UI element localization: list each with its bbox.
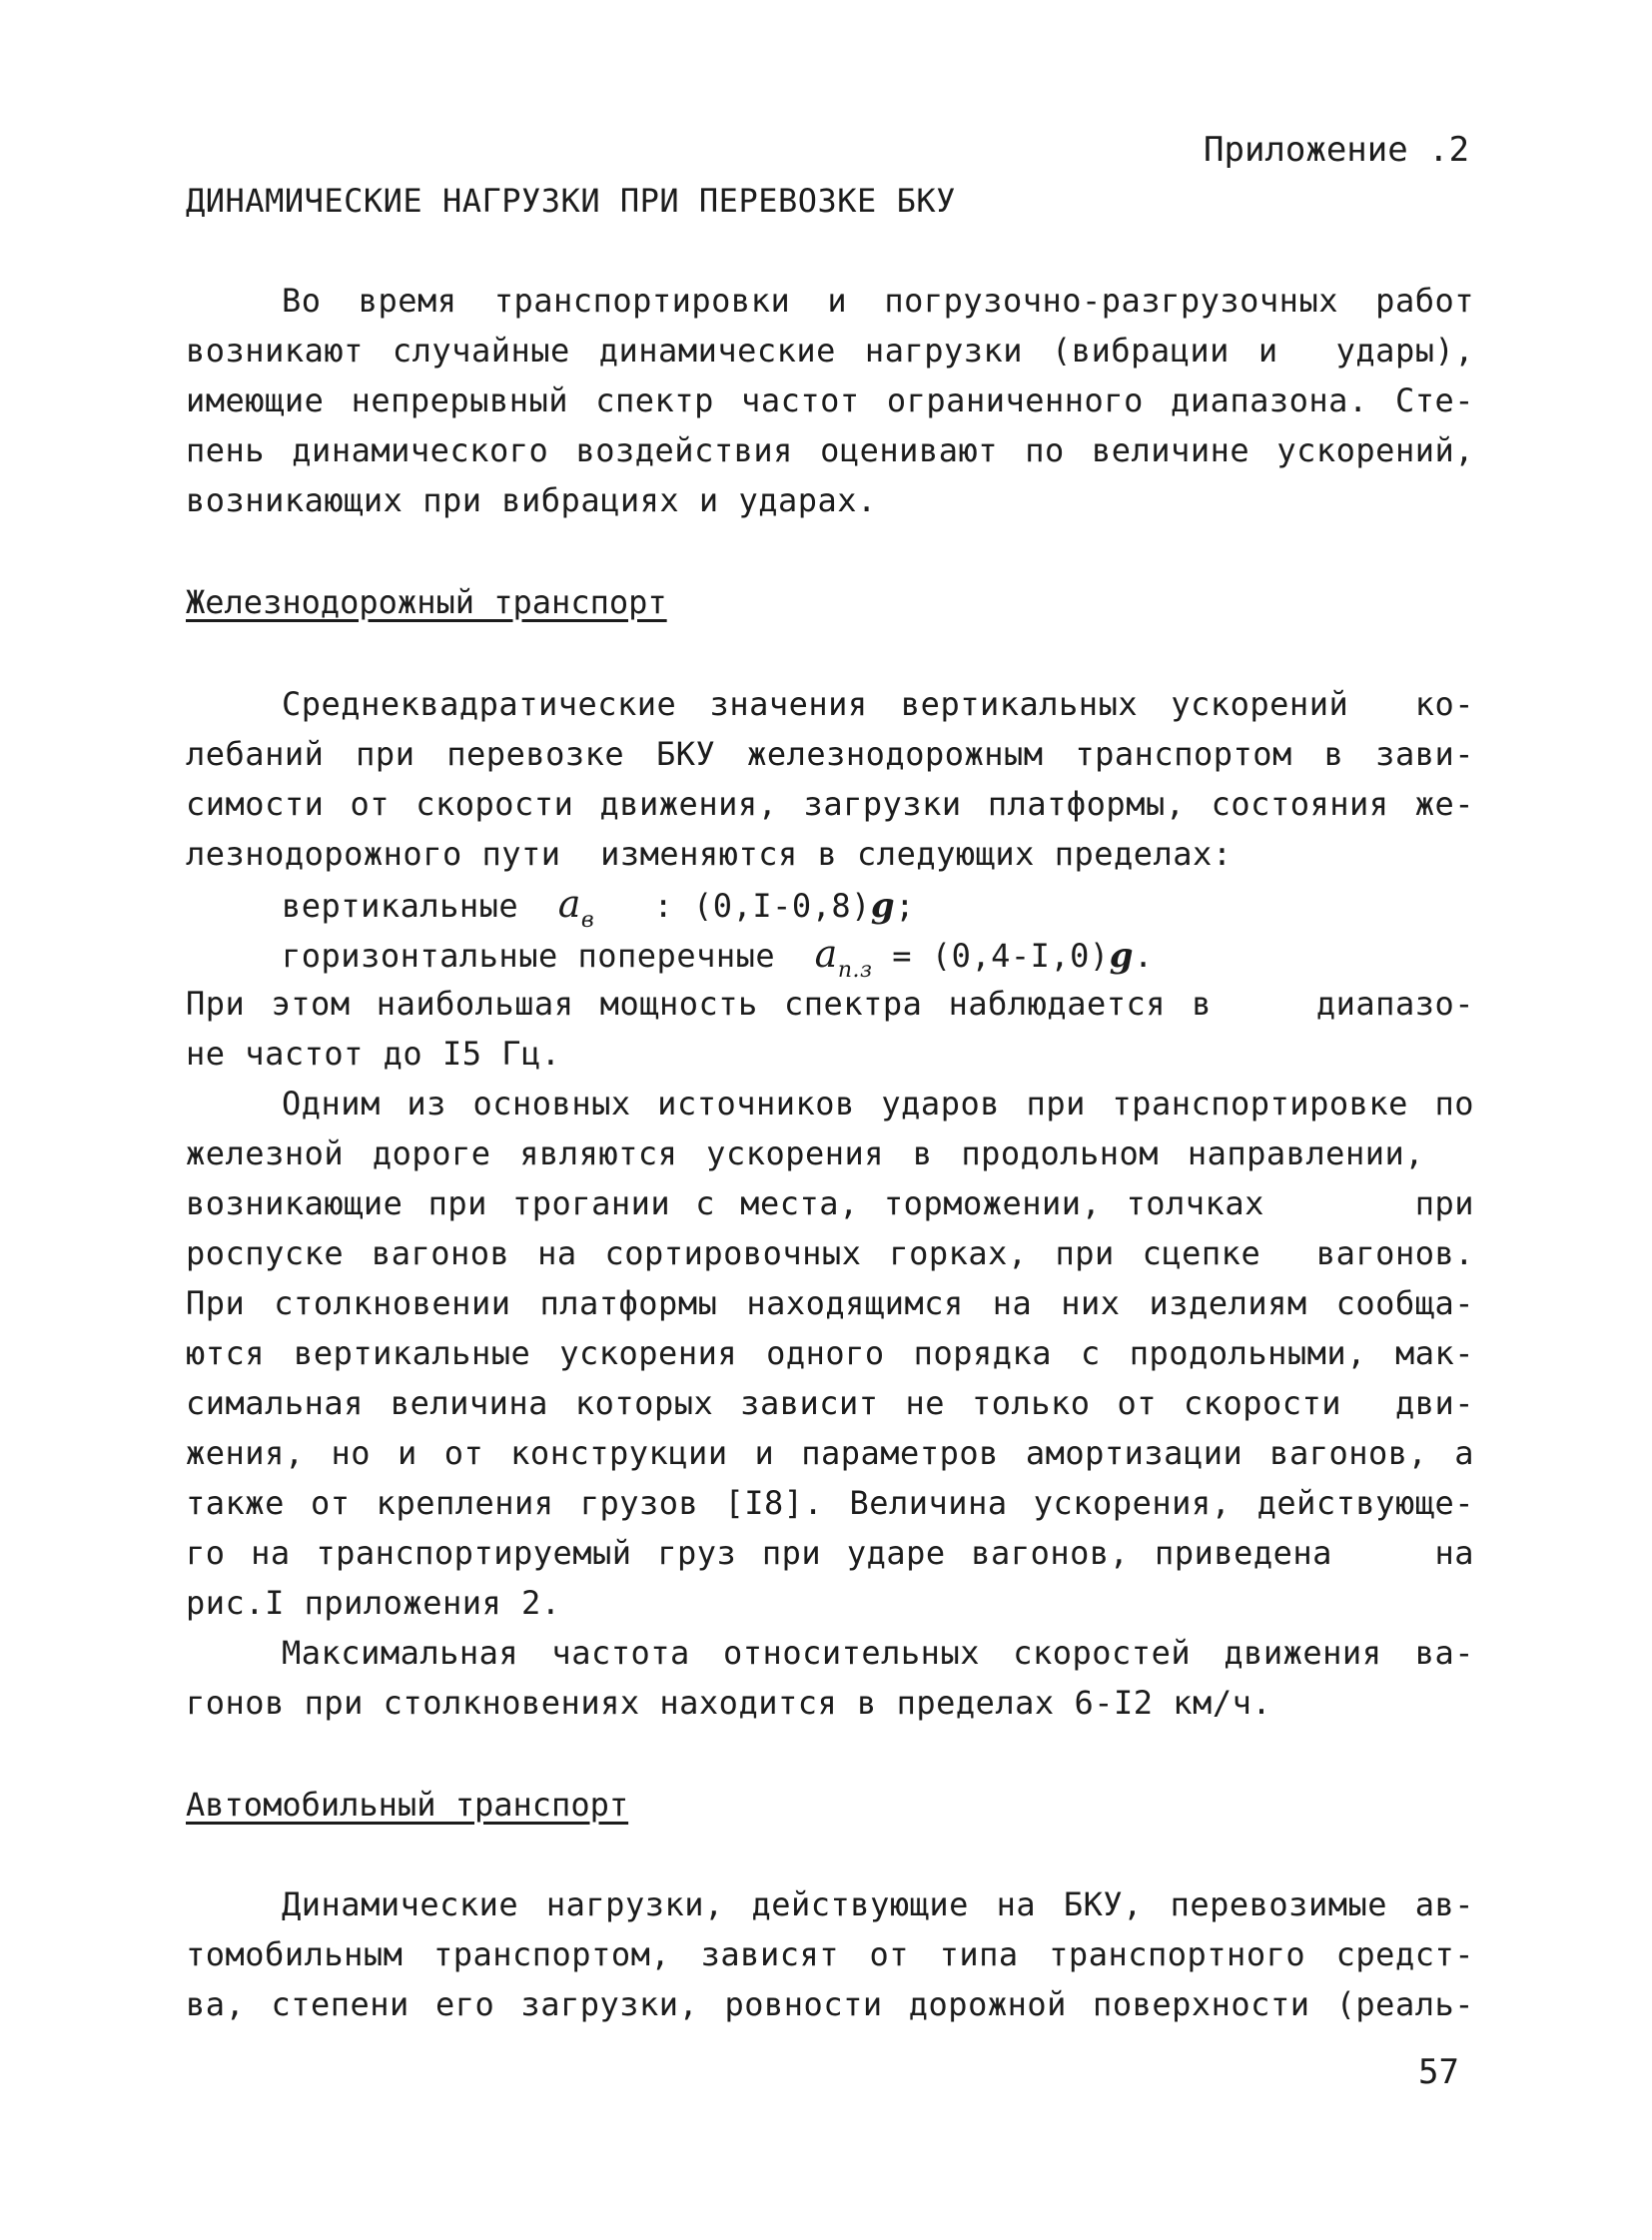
rail-p3-line-5: При столкновении платформы находящимся на них изделиям сообща- — [186, 1284, 1474, 1322]
formula-horizontal: горизонтальные поперечные $a_{п.з} = (0,4-I,0)g$. — [282, 932, 1154, 983]
formula-vertical-label: вертикальные — [282, 887, 519, 925]
rail-p3-line-11: рис.I приложения 2. — [186, 1584, 561, 1622]
intro-line-5: возникающих при вибрациях и ударах. — [186, 481, 877, 519]
intro-line-4: пень динамического воздействия оценивают по величине ускорений, — [186, 431, 1474, 469]
formula-horizontal-value: = (0,4-I,0) — [892, 937, 1110, 975]
rail-p3-line-7: симальная величина которых зависит не только от скорости дви- — [186, 1384, 1474, 1422]
gravity-symbol: g — [1109, 936, 1134, 976]
formula-horizontal-label: горизонтальные поперечные — [282, 937, 776, 975]
accel-subscript: п.з — [837, 958, 873, 983]
auto-p1-line-3: ва, степени его загрузки, ровности дорожной поверхности (реаль- — [186, 1985, 1474, 2023]
rail-p3-line-3: возникающие при трогании с места, торможении, толчках при — [186, 1184, 1474, 1222]
page-title: ДИНАМИЧЕСКИЕ НАГРУЗКИ ПРИ ПЕРЕВОЗКЕ БКУ — [186, 182, 956, 220]
accel-symbol: a — [557, 882, 581, 926]
rail-p3-line-6: ются вертикальные ускорения одного порядка с продольными, мак- — [186, 1334, 1474, 1372]
gravity-symbol: g — [870, 886, 896, 926]
appendix-label: Приложение .2 — [1204, 130, 1470, 170]
rail-p4-line-1: Максимальная частота относительных скоростей движения ва- — [282, 1634, 1474, 1672]
rail-p1-line-2: лебаний при перевозке БКУ железнодорожным транспортом в зави- — [186, 735, 1474, 773]
rail-p2-line-2: не частот до I5 Гц. — [186, 1035, 561, 1073]
auto-p1-line-2: томобильным транспортом, зависят от типа транспортного средст- — [186, 1935, 1474, 1973]
rail-p4-line-2: гонов при столкновениях находится в пределах 6-I2 км/ч. — [186, 1684, 1272, 1722]
section-heading-auto: Автомобильный транспорт — [186, 1786, 629, 1824]
rail-p3-line-10: го на транспортируемый груз при ударе вагонов, приведена на — [186, 1534, 1474, 1572]
rail-p3-line-8: жения, но и от конструкции и параметров амортизации вагонов, а — [186, 1434, 1474, 1472]
rail-p3-line-4: роспуске вагонов на сортировочных горках, при сцепке вагонов. — [186, 1234, 1474, 1272]
accel-symbol: a — [814, 932, 838, 976]
rail-p2-line-1: При этом наибольшая мощность спектра наблюдается в диапазо- — [186, 985, 1474, 1023]
rail-p3-line-2: железной дороге являются ускорения в продольном направлении, — [186, 1134, 1424, 1172]
rail-p3-line-1: Одним из основных источников ударов при транспортировке по — [282, 1085, 1474, 1122]
intro-line-1: Во время транспортировки и погрузочно-разгрузочных работ — [282, 282, 1474, 320]
auto-p1-line-1: Динамические нагрузки, действующие на БКУ, перевозимые ав- — [282, 1885, 1474, 1923]
intro-line-2: возникают случайные динамические нагрузки (вибрации и удары), — [186, 332, 1474, 370]
formula-vertical: вертикальные $a_в$ : (0,I-0,8)g; — [282, 882, 915, 933]
page-number: 57 — [1418, 2052, 1459, 2092]
accel-subscript: в — [580, 908, 595, 933]
rail-p1-line-4: лезнодорожного пути изменяются в следующих пределах: — [186, 835, 1233, 873]
intro-line-3: имеющие непрерывный спектр частот ограниченного диапазона. Сте- — [186, 381, 1474, 419]
section-heading-rail: Железнодорожный транспорт — [186, 583, 667, 621]
formula-vertical-value: : (0,I-0,8) — [653, 887, 871, 925]
rail-p3-line-9: также от крепления грузов [I8]. Величина ускорения, действующе- — [186, 1484, 1474, 1522]
rail-p1-line-1: Среднеквадратические значения вертикальных ускорений ко- — [282, 685, 1474, 723]
rail-p1-line-3: симости от скорости движения, загрузки платформы, состояния же- — [186, 785, 1474, 823]
